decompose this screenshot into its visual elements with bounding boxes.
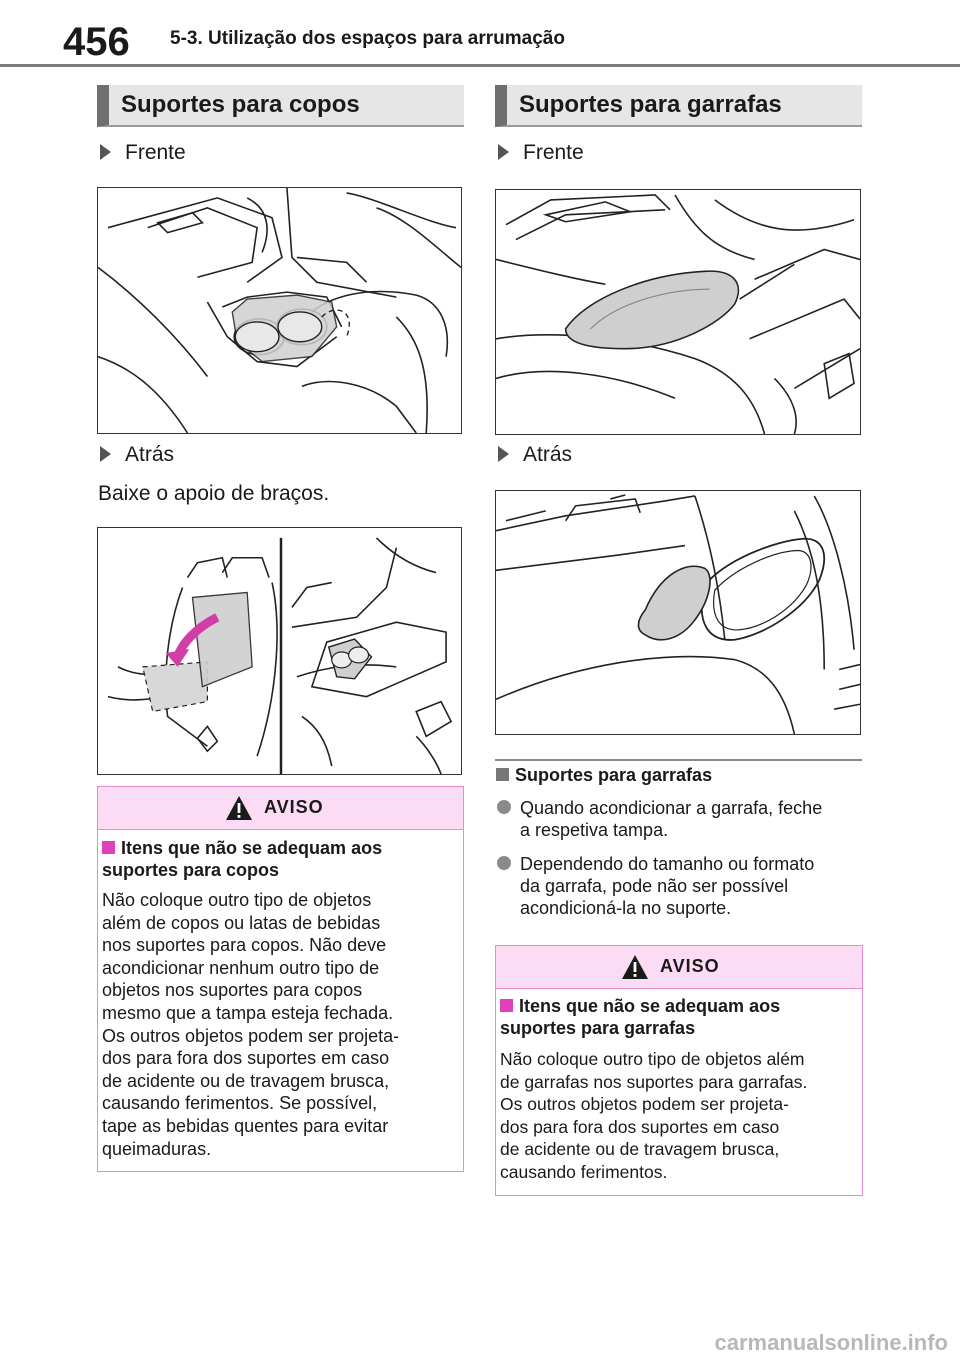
arrow-bullet-icon <box>498 446 509 462</box>
rear-armrest-illustration <box>97 527 462 775</box>
front-label-text: Frente <box>125 141 186 164</box>
bullet-item <box>497 853 862 921</box>
rear-label-cups <box>100 443 174 467</box>
square-bullet-icon <box>500 999 513 1012</box>
rear-instruction-text: Baixe o apoio de braços. <box>98 482 330 505</box>
warning-body: Não coloque outro tipo de objetos além de garrafas nos suportes para garrafas. Os outros objetos podem ser projeta- dos para fora dos suportes em caso de acidente ou de travagem brusca, causando ferimentos. <box>500 1049 808 1182</box>
cup-holder-warning-box <box>97 786 464 1172</box>
section-title: Suportes para garrafas <box>519 91 782 118</box>
warning-title: AVISO <box>660 956 720 976</box>
header-rule <box>0 64 960 67</box>
rear-bottle-holder-illustration <box>495 490 861 735</box>
rear-label-text: Atrás <box>523 443 573 466</box>
front-label-text: Frente <box>523 141 584 164</box>
warning-triangle-icon <box>620 953 650 981</box>
arrow-bullet-icon <box>100 144 111 160</box>
rear-label-text: Atrás <box>125 443 175 466</box>
page-header <box>0 0 960 68</box>
watermark: carmanualsonline.info <box>714 1330 948 1355</box>
bullet-text: Quando acondicionar a garrafa, feche a respetiva tampa. <box>520 798 823 840</box>
warning-title: AVISO <box>264 797 324 817</box>
front-cup-holder-illustration <box>97 187 462 434</box>
square-bullet-icon <box>102 841 115 854</box>
page-number: 456 <box>63 20 130 64</box>
subsection-title-text: Suportes para garrafas <box>515 765 713 785</box>
section-title: Suportes para copos <box>121 91 360 118</box>
warning-body: Não coloque outro tipo de objetos além de copos ou latas de bebidas nos suportes para copos. Não deve acondicionar nenhum outro tipo de objetos nos suportes para copos mesmo que a tampa esteja fechada. Os outros objetos podem ser projeta- dos para fora dos suportes em caso de acidente ou de travagem brusca, causando ferimentos. Se possível, tape as bebidas quentes para evitar queimaduras. <box>102 890 400 1159</box>
bottle-holder-warning-box <box>495 945 863 1196</box>
chapter-title: 5-3. Utilização dos espaços para arrumação <box>170 28 565 49</box>
warning-subtitle <box>500 995 855 1039</box>
warning-subtitle-text: Itens que não se adequam aos suportes para copos <box>102 838 383 880</box>
warning-subtitle-text: Itens que não se adequam aos suportes para garrafas <box>500 996 781 1038</box>
front-label-bottles <box>498 141 584 165</box>
rear-label-bottles <box>498 443 572 467</box>
arrow-bullet-icon <box>100 446 111 462</box>
arrow-bullet-icon <box>498 144 509 160</box>
bullet-text: Dependendo do tamanho ou formato da garrafa, pode não ser possível acondicioná-la no suporte. <box>520 854 815 918</box>
bullet-dot-icon <box>497 800 511 814</box>
front-label-cups <box>100 141 186 165</box>
warning-triangle-icon <box>224 794 254 822</box>
front-bottle-holder-illustration <box>495 189 861 435</box>
bullet-item <box>497 797 862 843</box>
subsection-rule <box>495 759 862 761</box>
warning-header <box>496 946 862 989</box>
section-heading-cup-holders <box>97 85 464 127</box>
warning-subtitle <box>102 837 457 881</box>
subsection-heading <box>496 765 712 786</box>
section-heading-bottle-holders <box>495 85 862 127</box>
bullet-dot-icon <box>497 856 511 870</box>
square-bullet-icon <box>496 768 509 781</box>
warning-header <box>98 787 463 830</box>
